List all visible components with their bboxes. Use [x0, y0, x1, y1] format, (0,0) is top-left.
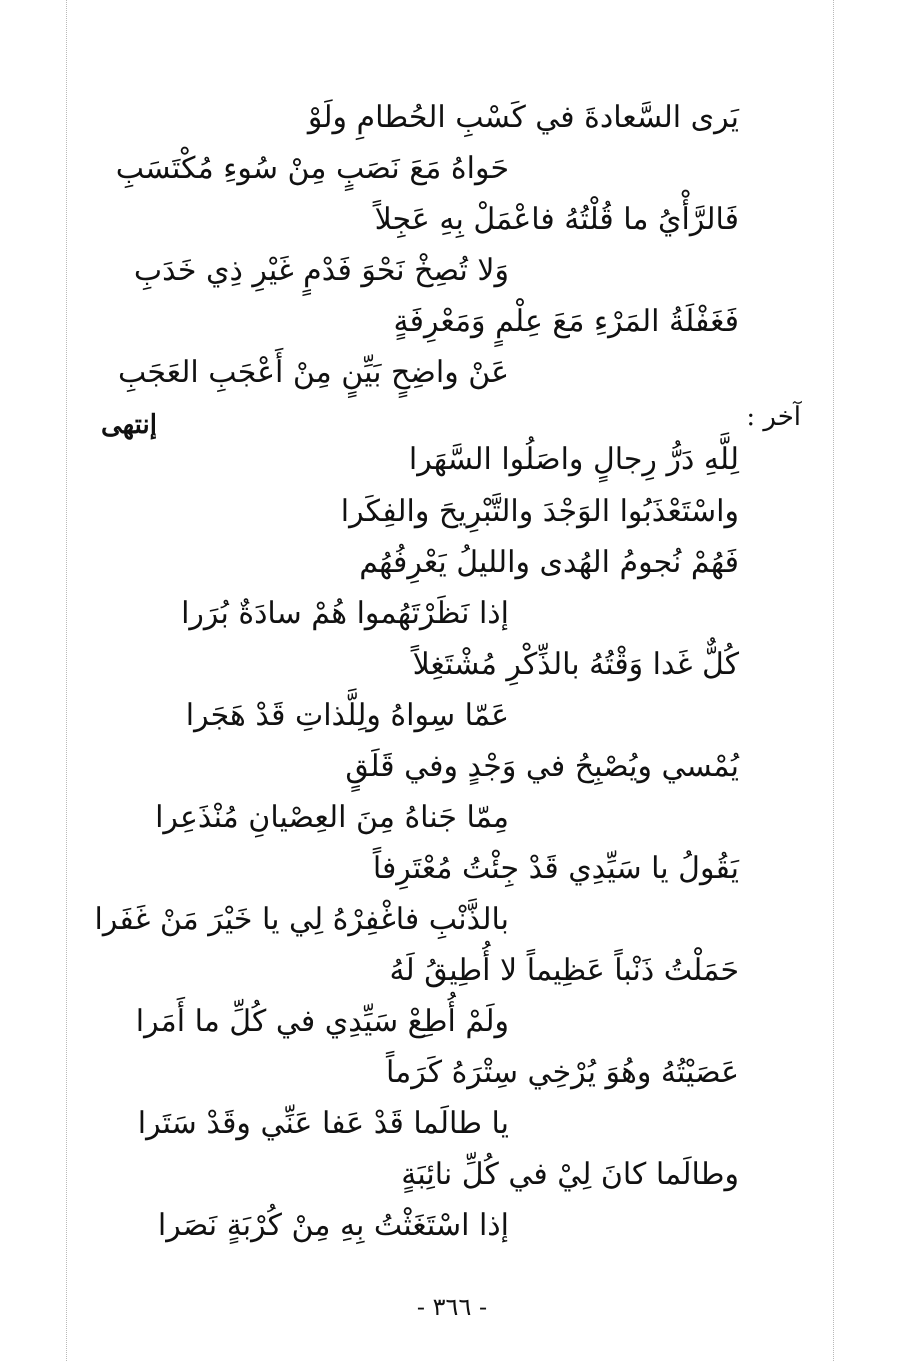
poem2-line-10: بالذَّنْبِ فاغْفِرْهُ لِي يا خَيْرَ مَنْ غَفَرا: [94, 902, 509, 937]
page-number: - ٣٦٦ -: [416, 1293, 488, 1321]
poem2-line-7: يُمْسي ويُصْبِحُ في وَجْدٍ وفي قَلَقٍ: [345, 749, 739, 784]
poem2-line-4: إذا نَظَرْتَهُموا هُمْ سادَةٌ بُرَرا: [181, 596, 509, 631]
poem2-line-12: ولَمْ أُطِعْ سَيِّدِي في كُلِّ ما أَمَرا: [135, 1004, 509, 1039]
end-label: إنتهى: [101, 410, 157, 440]
poem2-line-8: مِمّا جَناهُ مِنَ العِصْيانِ مُنْذَعِرا: [155, 800, 509, 835]
poem1-line-2: حَواهُ مَعَ نَصَبٍ مِنْ سُوءِ مُكْتَسَبِ: [115, 151, 509, 186]
poem1-line-1: يَرى السَّعادةَ في كَسْبِ الحُطامِ ولَوْ: [307, 100, 739, 135]
section-label-other: آخر :: [746, 402, 801, 432]
poem2-line-9: يَقُولُ يا سَيِّدِي قَدْ جِئْتُ مُعْتَرِفاً: [372, 851, 739, 886]
poem2-line-6: عَمّا سِواهُ ولِلَّذاتِ قَدْ هَجَرا: [185, 698, 509, 733]
poem2-line-5: كُلٌّ غَدا وَقْتُهُ بالذِّكْرِ مُشْتَغِلاً: [412, 647, 739, 682]
poem2-line-11: حَمَلْتُ ذَنْباً عَظِيماً لا أُطِيقُ لَهُ: [389, 953, 739, 988]
scan-margin-left: [66, 0, 67, 1361]
poem2-line-16: إذا اسْتَغَثْتُ بِهِ مِنْ كُرْبَةٍ نَصَرا: [157, 1208, 509, 1243]
poem2-line-2: واسْتَعْذَبُوا الوَجْدَ والتَّبْرِيحَ والفِكَرا: [340, 494, 739, 529]
poem1-line-4: وَلا تُصِخْ نَحْوَ فَدْمٍ غَيْرِ ذِي خَدَبِ: [133, 253, 509, 288]
poem2-line-1: لِلَّهِ دَرُّ رِجالٍ واصَلُوا السَّهَرا: [408, 442, 739, 477]
scan-margin-right: [833, 0, 834, 1361]
poem1-line-3: فَالرَّأْيُ ما قُلْتُهُ فاعْمَلْ بِهِ عَجِلاً: [374, 202, 739, 237]
poem2-line-15: وطالَما كانَ لِيْ في كُلِّ نائِبَةٍ: [401, 1157, 739, 1192]
poem1-line-5: فَغَفْلَةُ المَرْءِ مَعَ عِلْمٍ وَمَعْرِفَةٍ: [393, 304, 739, 339]
poem2-line-14: يا طالَما قَدْ عَفا عَنِّي وقَدْ سَتَرا: [137, 1106, 509, 1141]
poem1-line-6: عَنْ واضِحٍ بَيِّنٍ مِنْ أَعْجَبِ العَجَبِ: [117, 355, 509, 390]
poem2-line-3: فَهُمْ نُجومُ الهُدى والليلُ يَعْرِفُهُم: [359, 545, 739, 580]
poem2-line-13: عَصَيْتُهُ وهُوَ يُرْخِي سِتْرَهُ كَرَماً: [385, 1055, 739, 1090]
